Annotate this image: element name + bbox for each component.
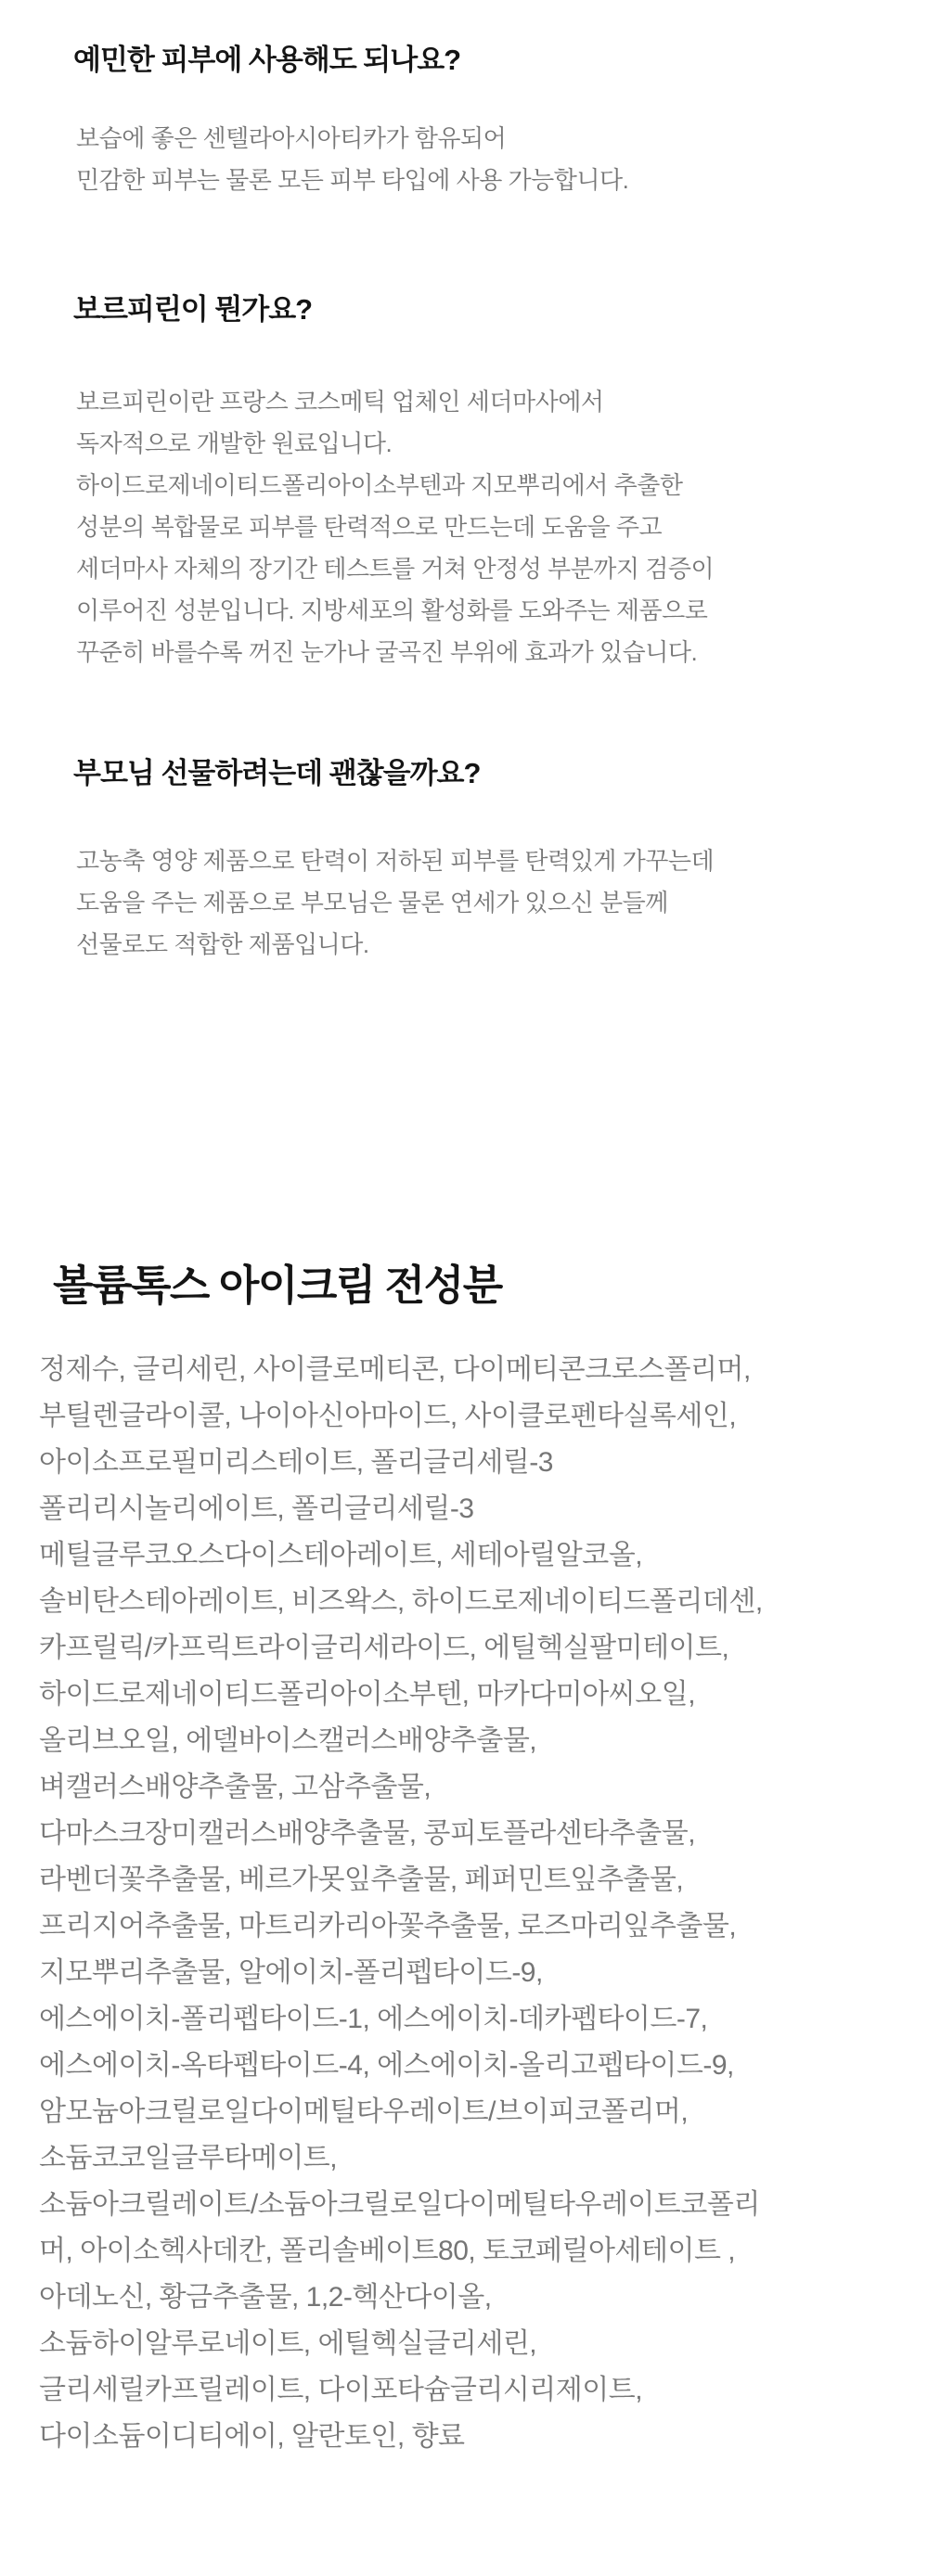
text-line: 독자적으로 개발한 원료입니다. bbox=[76, 429, 393, 457]
faq-question-parents-gift: 부모님 선물하려는데 괜찮을까요? bbox=[73, 757, 481, 789]
faq-answer-sensitive-skin bbox=[76, 118, 628, 201]
faq-question-sensitive-skin: 예민한 피부에 사용해도 되나요? bbox=[73, 44, 461, 76]
text-line: 정제수, 글리세린, 사이클로메티콘, 다이메티콘크로스폴리머, bbox=[39, 1354, 751, 1385]
text-line: 하이드로제네이티드폴리아이소부텐, 마카다미아씨오일, bbox=[39, 1679, 696, 1710]
text-line: 선물로도 적합한 제품입니다. bbox=[76, 930, 369, 958]
text-line: 에스에이치-폴리펩타이드-1, 에스에이치-데카펩타이드-7, bbox=[39, 2004, 708, 2034]
text-line: 에스에이치-옥타펩타이드-4, 에스에이치-올리고펩타이드-9, bbox=[39, 2050, 734, 2081]
text-line: 세더마사 자체의 장기간 테스트를 거쳐 안정성 부분까지 검증이 bbox=[76, 555, 715, 583]
text-line: 라벤더꽃추출물, 베르가못잎추출물, 페퍼민트잎추출물, bbox=[39, 1865, 684, 1895]
text-line: 소듐하이알루로네이트, 에틸헥실글리세린, bbox=[39, 2328, 537, 2359]
text-line: 암모늄아크릴로일다이메틸타우레이트/브이피코폴리머, bbox=[39, 2096, 689, 2127]
text-line: 부틸렌글라이콜, 나이아신아마이드, 사이클로펜타실록세인, bbox=[39, 1401, 737, 1431]
text-line: 메틸글루코오스다이스테아레이트, 세테아릴알코올, bbox=[39, 1540, 643, 1570]
text-line: 프리지어추출물, 마트리카리아꽃추출물, 로즈마리잎추출물, bbox=[39, 1911, 737, 1942]
text-line: 지모뿌리추출물, 알에이치-폴리펩타이드-9, bbox=[39, 1957, 543, 1988]
text-line: 폴리리시놀리에이트, 폴리글리세릴-3 bbox=[39, 1493, 474, 1524]
text-line: 도움을 주는 제품으로 부모님은 물론 연세가 있으신 분들께 bbox=[76, 889, 668, 916]
text-line: 아이소프로필미리스테이트, 폴리글리세릴-3 bbox=[39, 1447, 553, 1478]
text-line: 고농축 영양 제품으로 탄력이 저하된 피부를 탄력있게 가꾸는데 bbox=[76, 847, 715, 875]
text-line: 올리브오일, 에델바이스캘러스배양추출물, bbox=[39, 1725, 537, 1756]
faq-answer-parents-gift bbox=[76, 840, 714, 966]
text-line: 이루어진 성분입니다. 지방세포의 활성화를 도와주는 제품으로 bbox=[76, 596, 708, 624]
text-line: 민감한 피부는 물론 모든 피부 타입에 사용 가능합니다. bbox=[76, 166, 629, 194]
text-line: 하이드로제네이티드폴리아이소부텐과 지모뿌리에서 추출한 bbox=[76, 471, 683, 499]
ingredients-list bbox=[39, 1347, 763, 2460]
faq-question-volufiline: 보르피린이 뭔가요? bbox=[73, 293, 313, 326]
text-line: 벼캘러스배양추출물, 고삼추출물, bbox=[39, 1772, 432, 1802]
text-line: 보습에 좋은 센텔라아시아티카가 함유되어 bbox=[76, 124, 507, 152]
text-line: 아데노신, 황금추출물, 1,2-헥산다이올, bbox=[39, 2282, 492, 2313]
text-line: 솔비탄스테아레이트, 비즈왁스, 하이드로제네이티드폴리데센, bbox=[39, 1586, 763, 1617]
text-line: 보르피린이란 프랑스 코스메틱 업체인 세더마사에서 bbox=[76, 388, 604, 416]
ingredients-title: 볼륨톡스 아이크림 전성분 bbox=[53, 1262, 502, 1309]
text-line: 다마스크장미캘러스배양추출물, 콩피토플라센타추출물, bbox=[39, 1818, 696, 1849]
text-line: 소듐코코일글루타메이트, bbox=[39, 2143, 338, 2173]
text-line: 꾸준히 바를수록 꺼진 눈가나 굴곡진 부위에 효과가 있습니다. bbox=[76, 638, 698, 666]
text-line: 카프릴릭/카프릭트라이글리세라이드, 에틸헥실팔미테이트, bbox=[39, 1633, 729, 1663]
text-line: 글리세릴카프릴레이트, 다이포타슘글리시리제이트, bbox=[39, 2375, 643, 2405]
text-line: 소듐아크릴레이트/소듐아크릴로일다이메틸타우레이트코폴리 bbox=[39, 2189, 760, 2220]
faq-answer-volufiline bbox=[76, 381, 714, 673]
text-line: 성분의 복합물로 피부를 탄력적으로 만드는데 도움을 주고 bbox=[76, 513, 663, 541]
text-line: 머, 아이소헥사데칸, 폴리솔베이트80, 토코페릴아세테이트 , bbox=[39, 2236, 736, 2266]
text-line: 다이소듐이디티에이, 알란토인, 향료 bbox=[39, 2421, 465, 2452]
